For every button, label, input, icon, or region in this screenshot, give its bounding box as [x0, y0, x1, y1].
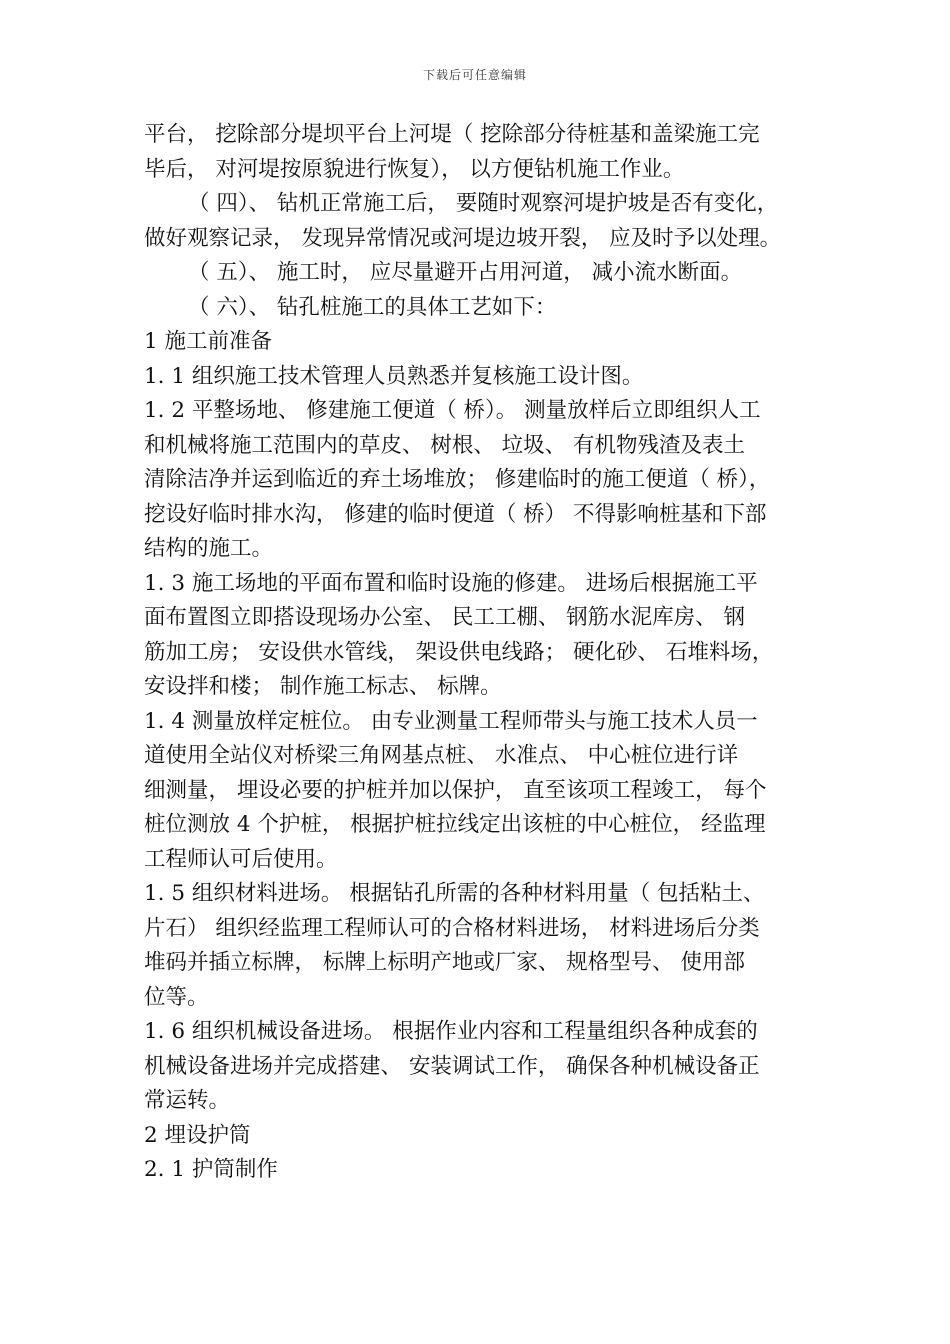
- text-line: 片石） 组织经监理工程师认可的合格材料进场， 材料进场后分类: [144, 915, 760, 941]
- text-line: （ 五）、 施工时， 应尽量避开占用河道， 减小流水断面。: [188, 260, 743, 285]
- text-line: 清除洁净并运到临近的弃土场堆放； 修建临时的施工便道（ 桥），: [144, 467, 771, 492]
- text-line: 筋加工房； 安设供水管线， 架设供电线路； 硬化砂、 石堆料场，: [144, 639, 774, 665]
- text-line: （ 六）、 钻孔桩施工的具体工艺如下：: [188, 294, 557, 320]
- text-line: 1. 3 施工场地的平面布置和临时设施的修建。 进场后根据施工平: [144, 570, 758, 596]
- text-line: 1. 2 平整场地、 修建施工便道（ 桥）。 测量放样后立即组织人工: [144, 398, 761, 423]
- text-line: 1. 1 组织施工技术管理人员熟悉并复核施工设计图。: [144, 363, 644, 389]
- text-line: 机械设备进场并完成搭建、 安装调试工作， 确保各种机械设备正: [144, 1053, 760, 1079]
- text-line: 做好观察记录， 发现异常情况或河堤边坡开裂， 应及时予以处理。: [144, 225, 782, 251]
- text-line: 2. 1 护筒制作: [144, 1157, 278, 1182]
- text-line: 结构的施工。: [144, 536, 274, 561]
- page-header: 下载后可任意编辑: [422, 68, 527, 82]
- text-line: 1. 5 组织材料进场。 根据钻孔所需的各种材料用量（ 包括粘土、: [144, 881, 765, 906]
- text-line: （ 四）、 钻机正常施工后， 要随时观察河堤护坡是否有变化，: [188, 191, 779, 216]
- text-line: 挖设好临时排水沟， 修建的临时便道（ 桥） 不得影响桩基和下部: [144, 501, 767, 527]
- text-line: 1 施工前准备: [144, 329, 273, 354]
- text-line: 道使用全站仪对桥梁三角网基点桩、 水准点、 中心桩位进行详: [144, 743, 739, 768]
- text-line: 常运转。: [144, 1088, 231, 1113]
- text-line: 2 埋设护筒: [144, 1122, 251, 1148]
- text-line: 和机械将施工范围内的草皮、 树根、 垃圾、 有机物残渣及表土: [144, 432, 746, 458]
- text-line: 安设拌和楼； 制作施工标志、 标牌。: [144, 674, 502, 699]
- document-body: [144, 118, 812, 1188]
- text-line: 面布置图立即搭设现场办公室、 民工工棚、 钢筋水泥库房、 钢: [144, 605, 746, 630]
- text-line: 细测量， 埋设必要的护桩并加以保护， 直至该项工程竣工， 每个: [144, 777, 767, 803]
- text-line: 桩位测放 4 个护桩， 根据护桩拉线定出该桩的中心桩位， 经监理: [144, 812, 766, 837]
- text-line: 平台， 挖除部分堤坝平台上河堤（ 挖除部分待桩基和盖梁施工完: [144, 122, 760, 147]
- text-line: 1. 6 组织机械设备进场。 根据作业内容和工程量组织各种成套的: [144, 1019, 758, 1044]
- text-line: 1. 4 测量放样定桩位。 由专业测量工程师带头与施工技术人员一: [144, 708, 758, 734]
- text-line: 位等。: [144, 984, 209, 1010]
- text-line: 堆码并插立标牌， 标牌上标明产地或厂家、 规格型号、 使用部: [144, 950, 746, 975]
- text-line: 毕后， 对河堤按原貌进行恢复）， 以方便钻机施工作业。: [144, 156, 685, 182]
- text-line: 工程师认可后使用。: [144, 846, 338, 872]
